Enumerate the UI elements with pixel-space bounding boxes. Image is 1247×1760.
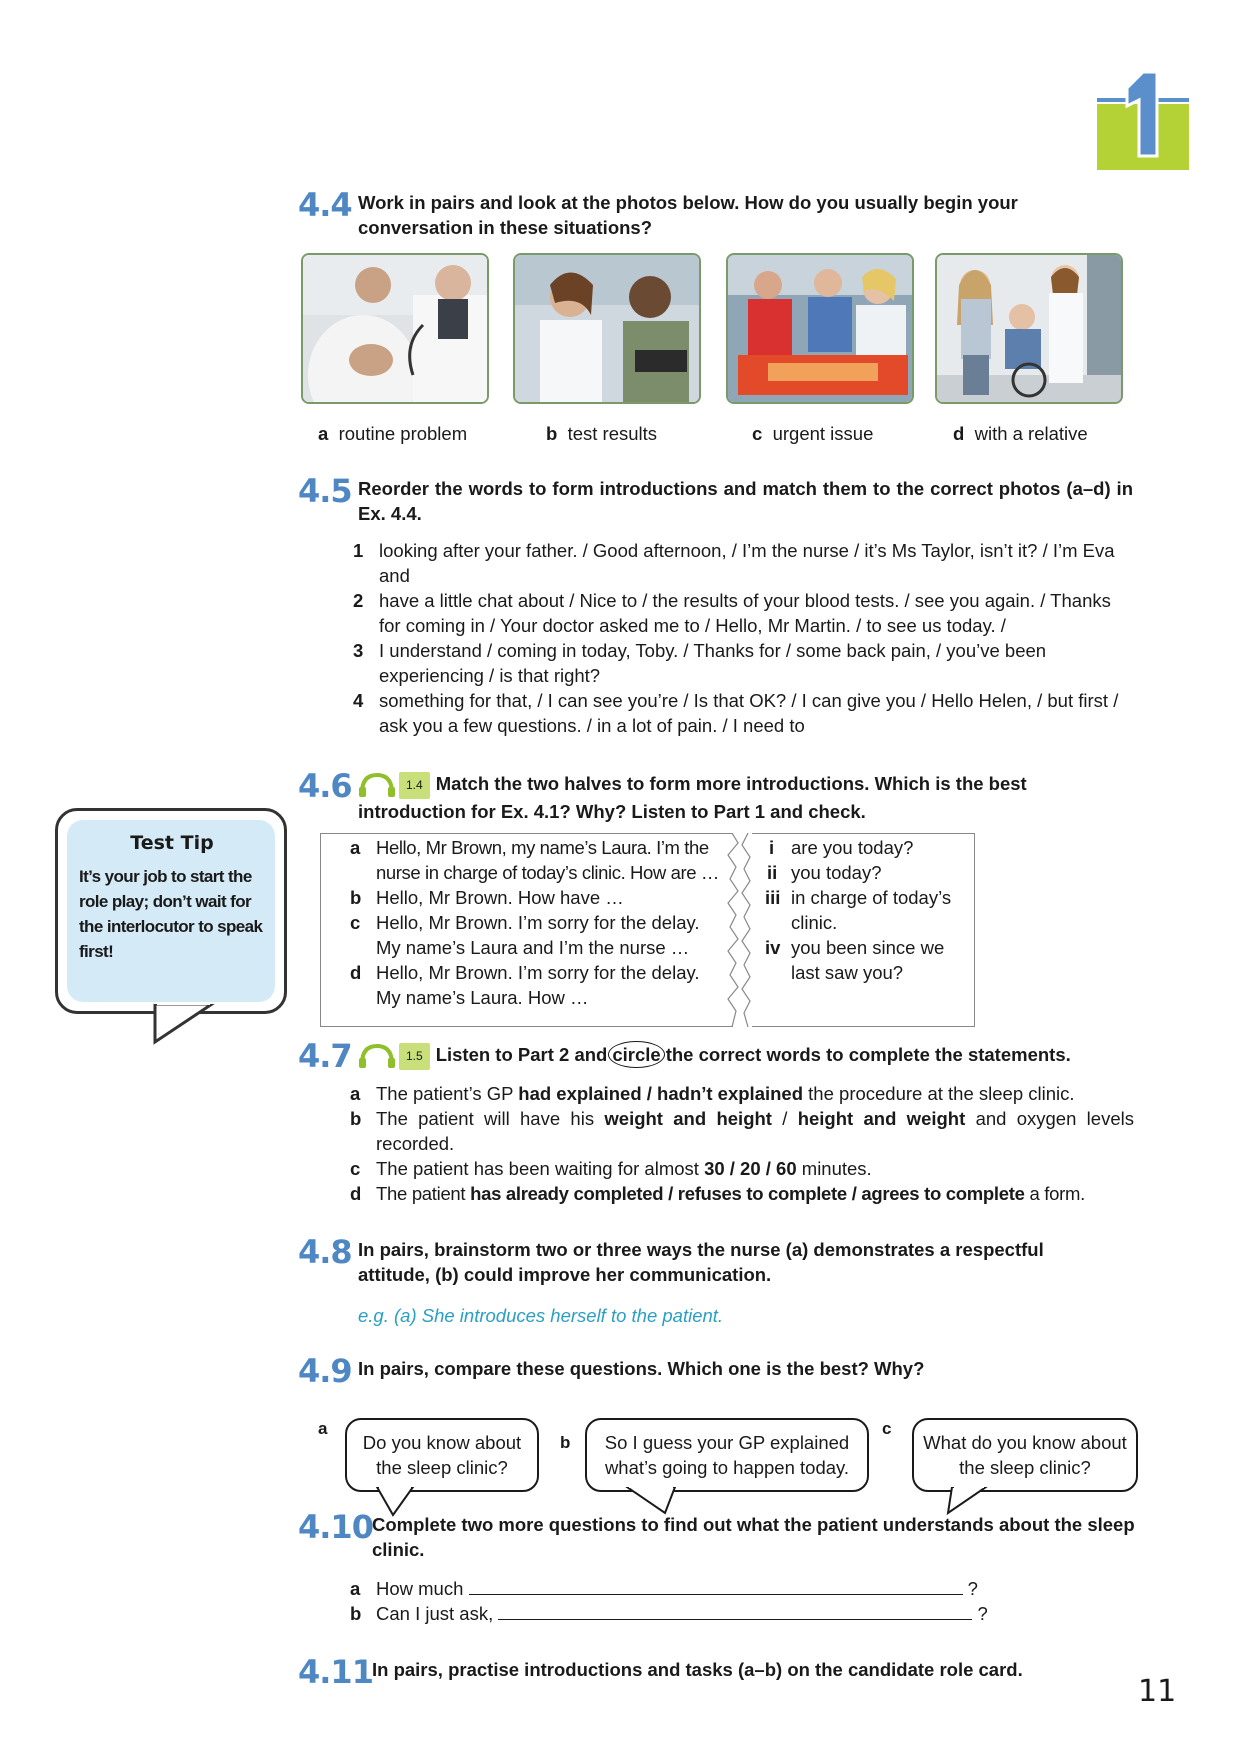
headphones-icon [358, 1044, 396, 1068]
headphones-icon [358, 773, 396, 797]
exercise-instruction: Work in pairs and look at the photos below. How do you usually begin your conversation in these situations? [358, 192, 1018, 238]
exercise-number: 4.4 [298, 186, 352, 224]
exercise-instruction: 1.4 Match the two halves to form more introductions. Which is the best introduction for Ex. 4.1? Why? Listen to Part 1 and check. [358, 773, 1027, 822]
list-item: c Hello, Mr Brown. I’m sorry for the delay. My name’s Laura and I’m the nurse … [350, 912, 700, 958]
bubble-tail-b [625, 1487, 679, 1515]
track-number: 1.5 [399, 1043, 430, 1070]
list-item: i are you today? [769, 837, 914, 858]
example-answer: e.g. (a) She introduces herself to the patient. [358, 1305, 724, 1326]
page-number: 11 [1138, 1674, 1177, 1709]
reorder-list [353, 538, 1133, 738]
list-item: iv you been since we last saw you? [765, 937, 945, 983]
exercise-number: 4.9 [298, 1352, 352, 1390]
track-number: 1.4 [399, 772, 430, 799]
speech-bubble-a: Do you know about the sleep clinic? [345, 1418, 539, 1492]
test-tip-text: It’s your job to start the role play; don’t wait for the interlocutor to speak first! [79, 867, 263, 961]
photo-caption-c: c urgent issue [752, 423, 874, 444]
exercise-instruction: In pairs, brainstorm two or three ways the nurse (a) demonstrates a respectful attitude, (b) could improve her communication. [358, 1239, 1044, 1285]
list-item: b Hello, Mr Brown. How have … [350, 887, 624, 908]
speech-bubble-b: So I guess your GP explained what’s going to happen today. [585, 1418, 869, 1492]
exercise-number: 4.7 [298, 1037, 352, 1075]
photo-caption-a: a routine problem [318, 423, 468, 444]
photo-emergency [726, 253, 914, 404]
statements-list [350, 1081, 1134, 1206]
speech-bubble-c: What do you know about the sleep clinic? [912, 1418, 1138, 1492]
list-item: ii you today? [767, 862, 882, 883]
answer-blank[interactable] [498, 1601, 972, 1620]
list-item: b The patient will have his weight and height / height and weight and oxygen levels recorded. [350, 1108, 1134, 1154]
test-tip-title: Test Tip [130, 832, 214, 854]
exercise-number: 4.11 [298, 1653, 373, 1691]
circled-word: circle [608, 1041, 664, 1068]
list-item: a Hello, Mr Brown, my name’s Laura. I’m the nurse in charge of today’s clinic. How are … [350, 837, 719, 883]
list-item: a How much ? [350, 1578, 978, 1599]
list-item: b Can I just ask, ? [350, 1603, 988, 1624]
answer-blank[interactable] [469, 1576, 963, 1595]
list-item: iii in charge of today’s clinic. [765, 887, 952, 933]
test-tip-box [55, 808, 287, 1014]
exercise-instruction: Complete two more questions to find out what the patient understands about the sleep clinic. [372, 1514, 1135, 1560]
list-item: 3 I understand / coming in today, Toby. / Thanks for / some back pain, / you’ve been experiencing / is that right? [353, 640, 1047, 686]
exercise-instruction: In pairs, compare these questions. Which one is the best? Why? [358, 1358, 925, 1379]
list-item: a The patient’s GP had explained / hadn’t explained the procedure at the sleep clinic. [350, 1083, 1075, 1104]
exercise-instruction: In pairs, practise introductions and tasks (a–b) on the candidate role card. [372, 1659, 1023, 1680]
exercise-number: 4.10 [298, 1508, 373, 1546]
test-tip-tail [150, 1004, 220, 1046]
exercise-number: 4.6 [298, 767, 352, 805]
list-item: c The patient has been waiting for almost 30 / 20 / 60 minutes. [350, 1158, 872, 1179]
exercise-number: 4.5 [298, 472, 352, 510]
match-right-list [765, 835, 965, 985]
exercise-instruction: Reorder the words to form introductions and match them to the correct photos (a–d) in Ex. 4.4. [358, 478, 1133, 524]
photo-test-results [513, 253, 701, 404]
bubble-label-b: b [560, 1433, 571, 1452]
photo-back-pain [301, 253, 489, 404]
exercise-instruction: 1.5 Listen to Part 2 and circle the correct words to complete the statements. [358, 1041, 1138, 1070]
exercise-number: 4.8 [298, 1233, 352, 1271]
photo-caption-b: b test results [546, 423, 658, 444]
list-item: d The patient has already completed / refuses to complete / agrees to complete a form. [350, 1183, 1085, 1204]
bubble-label-c: c [882, 1419, 892, 1438]
complete-questions-list [350, 1576, 1150, 1626]
list-item: d Hello, Mr Brown. I’m sorry for the delay. My name’s Laura. How … [350, 962, 700, 1008]
list-item: 1 looking after your father. / Good afternoon, / I’m the nurse / it’s Ms Taylor, isn’t it? / I’m Eva and [353, 540, 1115, 586]
test-tip-inner [67, 820, 275, 1002]
list-item: 4 something for that, / I can see you’re / Is that OK? / I can give you / Hello Helen, / but first / ask you a few questions. / in a lot of pain. / I need to [353, 690, 1119, 736]
bubble-tail-c [942, 1487, 992, 1515]
photo-relative [935, 253, 1123, 404]
unit-badge [1097, 70, 1189, 170]
list-item: 2 have a little chat about / Nice to / the results of your blood tests. / see you again. / Thanks for coming in / Your doctor asked me to / Hello, Mr Martin. / to see us today. / [353, 590, 1111, 636]
match-left-list [350, 835, 722, 1010]
bubble-label-a: a [318, 1419, 328, 1438]
photo-caption-d: d with a relative [953, 423, 1088, 444]
